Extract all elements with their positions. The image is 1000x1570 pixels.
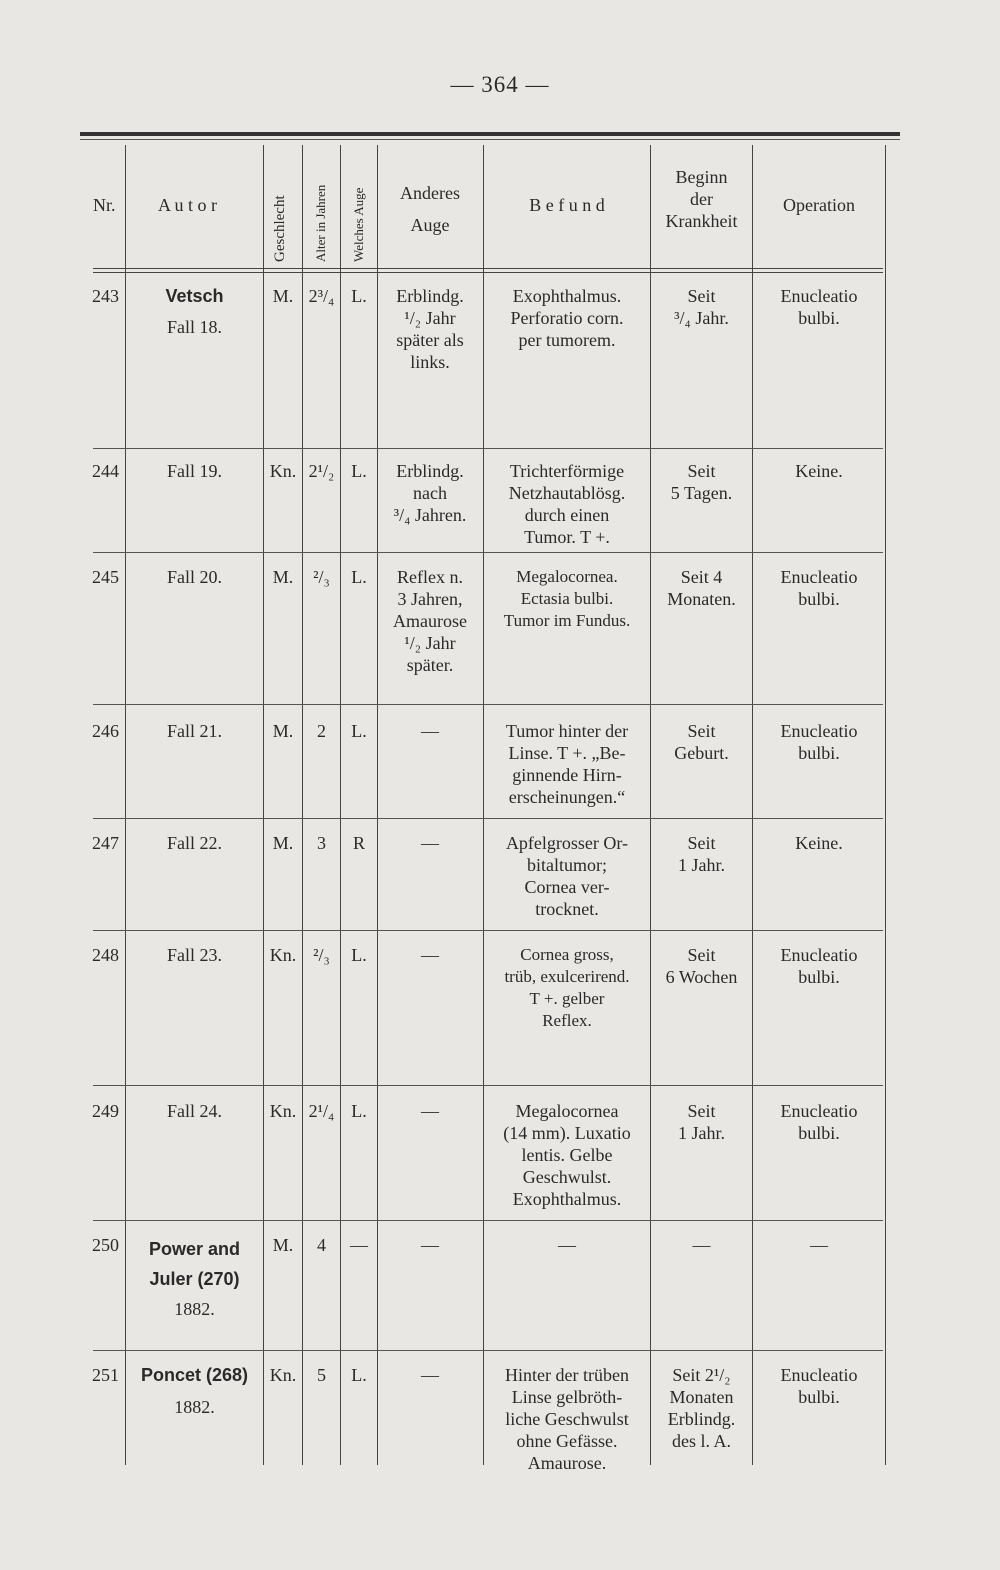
row-age: 4	[317, 1235, 326, 1255]
header-befund: B e f u n d	[529, 195, 605, 215]
col-divider	[885, 145, 886, 1465]
row-operation: Keine.	[795, 461, 843, 481]
row-nr: 249	[92, 1101, 119, 1121]
row-age: ²/₃	[313, 567, 330, 587]
row-nr: 245	[92, 567, 119, 587]
row-befund: Trichterförmige Netzhautablösg. durch einen Tumor. T +.	[508, 461, 626, 547]
header-autor: A u t o r	[158, 195, 218, 215]
row-separator	[93, 552, 883, 553]
row-operation: Enucleatio bulbi.	[780, 567, 858, 609]
row-autor-detail: Fall 18.	[166, 317, 222, 337]
row-nr: 243	[92, 286, 119, 306]
row-sex: M.	[272, 567, 294, 587]
row-beginn: Seit 6 Wochen	[665, 945, 738, 987]
row-operation: Enucleatio bulbi.	[780, 1365, 858, 1407]
row-beginn: Seit Geburt.	[674, 721, 729, 763]
header-operation: Operation	[783, 195, 855, 215]
row-eye: L.	[351, 1365, 367, 1385]
row-age: 3	[317, 833, 326, 853]
row-eye: L.	[351, 721, 367, 741]
row-age: 2¹/₄	[308, 1101, 335, 1121]
row-autor: Vetsch	[165, 286, 224, 306]
row-eye: L.	[351, 461, 367, 481]
row-operation: Enucleatio bulbi.	[780, 1101, 858, 1143]
col-divider	[752, 145, 753, 1465]
row-beginn: Seit 2¹/₂ Monaten Erblindg. des l. A.	[667, 1365, 736, 1451]
row-eye: L.	[351, 286, 367, 306]
row-nr: 248	[92, 945, 119, 965]
header-rule-2	[93, 272, 883, 273]
row-separator	[93, 818, 883, 819]
row-other-eye: —	[421, 1101, 439, 1121]
row-other-eye: —	[421, 1235, 439, 1255]
col-divider	[650, 145, 651, 1465]
row-eye: L.	[351, 945, 367, 965]
row-age: 2³/₄	[308, 286, 335, 306]
row-befund: Megalocornea (14 mm). Luxatio lentis. Gelbe Geschwulst. Exophthalmus.	[503, 1101, 631, 1209]
header-alter: Alter in Jahren	[313, 184, 328, 262]
row-other-eye: —	[421, 833, 439, 853]
row-autor: Power and Juler (270)	[148, 1239, 241, 1289]
row-befund: Tumor hinter der Linse. T +. „Be- ginnende Hirn- erscheinungen.“	[505, 721, 629, 807]
row-sex: M.	[272, 833, 294, 853]
row-befund: Apfelgrosser Or- bitaltumor; Cornea ver- trocknet.	[505, 833, 629, 919]
row-sex: Kn.	[269, 1365, 297, 1385]
row-befund: —	[558, 1235, 576, 1255]
row-other-eye: —	[421, 945, 439, 965]
row-autor-detail: Fall 24.	[166, 1101, 222, 1121]
row-separator	[93, 1085, 883, 1086]
row-operation: Enucleatio bulbi.	[780, 286, 858, 328]
row-separator	[93, 1220, 883, 1221]
header-auge: Welches Auge	[351, 187, 366, 262]
row-operation: —	[810, 1235, 828, 1255]
top-rule-thin	[80, 139, 900, 140]
row-eye: L.	[351, 1101, 367, 1121]
row-other-eye: —	[421, 721, 439, 741]
row-age: 5	[317, 1365, 326, 1385]
row-sex: Kn.	[269, 1101, 297, 1121]
row-age: ²/₃	[313, 945, 330, 965]
row-operation: Keine.	[795, 833, 843, 853]
row-operation: Enucleatio bulbi.	[780, 945, 858, 987]
row-nr: 247	[92, 833, 119, 853]
row-nr: 251	[92, 1365, 119, 1385]
page-number: — 364 —	[450, 72, 550, 97]
header-rule	[93, 268, 883, 269]
row-other-eye: Erblindg. ¹/₂ Jahr später als links.	[396, 286, 464, 372]
row-beginn: Seit 1 Jahr.	[678, 833, 725, 875]
header-anderes-auge: Anderes Auge	[400, 183, 460, 235]
row-autor-detail: Fall 19.	[166, 461, 222, 481]
row-other-eye: Reflex n. 3 Jahren, Amaurose ¹/₂ Jahr später.	[393, 567, 467, 675]
col-divider	[263, 145, 264, 1465]
row-sex: M.	[272, 721, 294, 741]
row-separator	[93, 704, 883, 705]
row-other-eye: —	[421, 1365, 439, 1385]
row-separator	[93, 1350, 883, 1351]
row-befund: Hinter der trüben Linse gelbröth- liche Geschwulst ohne Gefässe. Amaurose.	[505, 1365, 629, 1473]
row-beginn: Seit 5 Tagen.	[670, 461, 733, 503]
col-divider	[340, 145, 341, 1465]
row-autor-detail: 1882.	[174, 1299, 215, 1319]
row-autor-detail: Fall 21.	[166, 721, 222, 741]
row-beginn: Seit 1 Jahr.	[678, 1101, 725, 1143]
row-befund: Exophthalmus. Perforatio corn. per tumorem.	[510, 286, 624, 350]
row-nr: 244	[92, 461, 119, 481]
header-nr: Nr.	[93, 195, 116, 215]
row-sex: M.	[272, 286, 294, 306]
row-eye: R	[352, 833, 365, 853]
row-autor-detail: Fall 23.	[166, 945, 222, 965]
top-rule	[80, 132, 900, 136]
header-geschlecht: Geschlecht	[272, 195, 288, 262]
row-eye: —	[350, 1235, 368, 1255]
row-befund: Megalocornea. Ectasia bulbi. Tumor im Fundus.	[503, 567, 631, 630]
row-other-eye: Erblindg. nach ³/₄ Jahren.	[393, 461, 467, 525]
col-divider	[302, 145, 303, 1465]
row-age: 2¹/₂	[308, 461, 335, 481]
row-sex: Kn.	[269, 461, 297, 481]
row-befund: Cornea gross, trüb, exulcerirend. T +. gelber Reflex.	[504, 945, 630, 1030]
row-age: 2	[317, 721, 326, 741]
row-beginn: Seit ³/₄ Jahr.	[674, 286, 729, 328]
row-eye: L.	[351, 567, 367, 587]
row-separator	[93, 448, 883, 449]
row-autor-detail: Fall 22.	[166, 833, 222, 853]
row-operation: Enucleatio bulbi.	[780, 721, 858, 763]
row-autor: Poncet (268)	[140, 1365, 249, 1385]
header-beginn: Beginn der Krankheit	[665, 167, 738, 231]
row-autor-detail: 1882.	[174, 1397, 215, 1417]
row-autor-detail: Fall 20.	[166, 567, 222, 587]
row-beginn: —	[692, 1235, 711, 1255]
row-nr: 246	[92, 721, 119, 741]
row-separator	[93, 930, 883, 931]
row-beginn: Seit 4 Monaten.	[667, 567, 736, 609]
row-sex: Kn.	[269, 945, 297, 965]
row-sex: M.	[272, 1235, 294, 1255]
row-nr: 250	[92, 1235, 119, 1255]
